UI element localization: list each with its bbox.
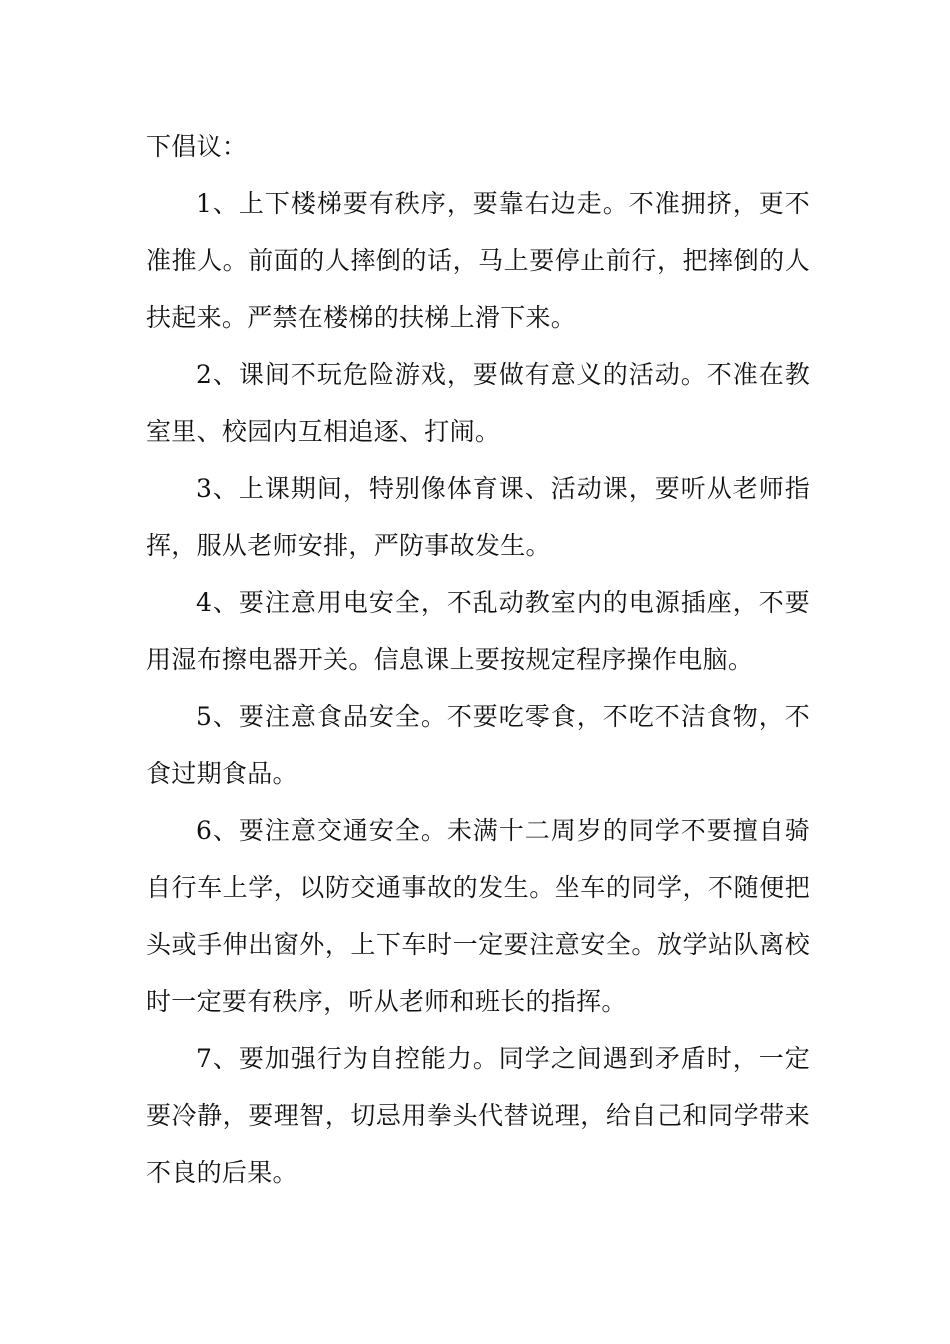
item-paragraph-1: 1、上下楼梯要有秩序，要靠右边走。不准拥挤，更不准推人。前面的人摔倒的话，马上要停止前行，把摔倒的人扶起来。严禁在楼梯的扶梯上滑下来。	[146, 189, 810, 332]
item-paragraph-3: 3、上课期间，特别像体育课、活动课，要听从老师指挥，服从老师安排，严防事故发生。	[146, 474, 810, 560]
item-paragraph-5: 5、要注意食品安全。不要吃零食，不吃不洁食物，不食过期食品。	[146, 702, 810, 788]
item-paragraph-6: 6、要注意交通安全。未满十二周岁的同学不要擅自骑自行车上学，以防交通事故的发生。坐车的同学，不随便把头或手伸出窗外，上下车时一定要注意安全。放学站队离校时一定要有秩序，听从老师和班长的指挥。	[146, 816, 810, 1016]
item-paragraph-2: 2、课间不玩危险游戏，要做有意义的活动。不准在教室里、校园内互相追逐、打闹。	[146, 360, 810, 446]
document-body	[146, 118, 810, 1201]
item-paragraph-4: 4、要注意用电安全，不乱动教室内的电源插座，不要用湿布擦电器开关。信息课上要按规定程序操作电脑。	[146, 588, 810, 674]
lead-paragraph: 下倡议：	[146, 132, 248, 161]
item-paragraph-7: 7、要加强行为自控能力。同学之间遇到矛盾时，一定要冷静，要理智，切忌用拳头代替说理，给自己和同学带来不良的后果。	[146, 1044, 810, 1187]
